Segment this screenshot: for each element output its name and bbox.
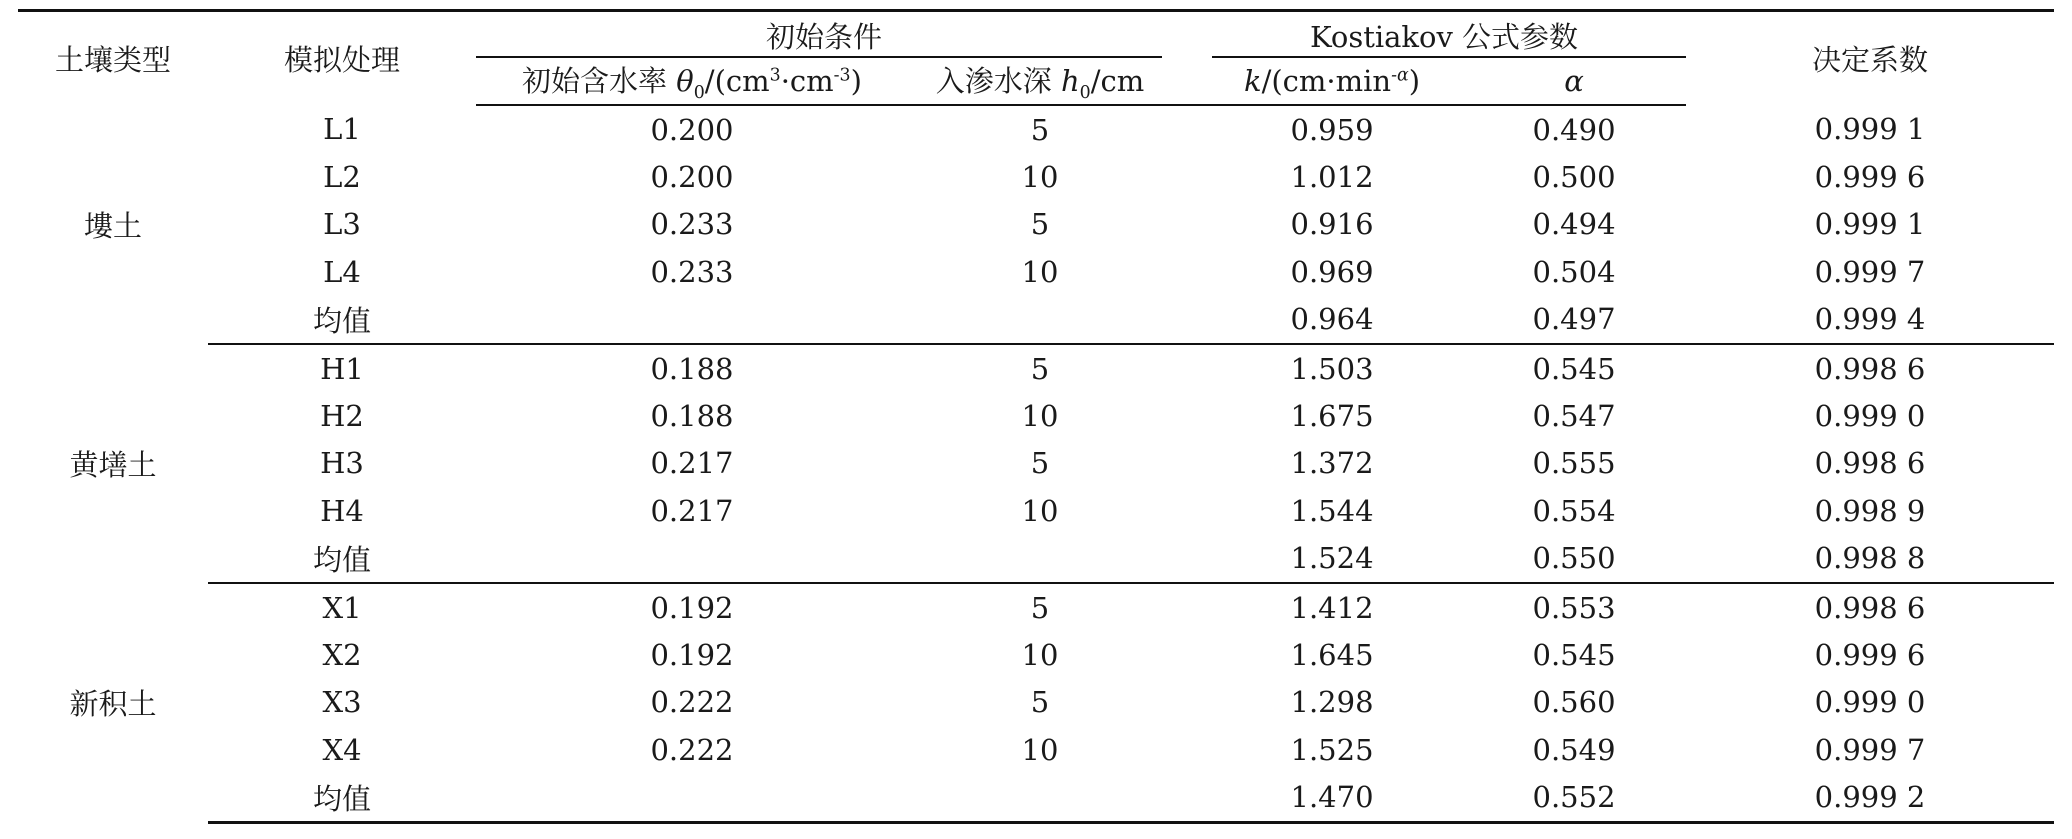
k-cell: 0.916: [1290, 207, 1374, 242]
soil-type-cell: 塿土: [83, 208, 142, 243]
alpha-cell: 0.553: [1532, 590, 1616, 625]
gap-cell: [1172, 440, 1202, 487]
table-row: [18, 535, 2054, 583]
table-row: [18, 631, 2054, 678]
r2-cell: 0.998 6: [1814, 590, 1926, 625]
depth-cell: 5: [1030, 446, 1050, 481]
k-cell: 1.470: [1202, 773, 1462, 822]
sim-cell: 均值: [208, 535, 476, 583]
gap-cell: [1172, 583, 1202, 631]
gap-cell: [1172, 773, 1202, 822]
table-row: [18, 583, 2054, 631]
r2-cell: 0.998 8: [1686, 535, 2054, 583]
gap-cell: [1172, 392, 1202, 439]
sim-cell: X3: [322, 685, 362, 720]
kostiakov-rule: [1212, 56, 1686, 58]
depth-cell: 5: [1030, 207, 1050, 242]
depth-cell: 10: [1021, 732, 1059, 767]
theta-cell: 0.188: [650, 399, 734, 434]
r2-cell: 0.998 6: [1814, 446, 1926, 481]
alpha-cell: 0.547: [1532, 399, 1616, 434]
alpha-cell: 0.554: [1532, 493, 1616, 528]
depth-cell: 5: [1030, 351, 1050, 386]
table-row: [18, 296, 2054, 344]
header-gap-2: [1172, 58, 1202, 105]
header-soil-type: 土壤类型: [18, 11, 208, 106]
table-row: [18, 726, 2054, 773]
header-gap: [1172, 11, 1202, 59]
header-k: $k/(cm\cdot\min^{-\alpha})$: [1202, 58, 1462, 105]
k-cell: 1.675: [1290, 399, 1374, 434]
r2-cell: 0.999 7: [1814, 254, 1926, 289]
gap-cell: [1172, 487, 1202, 534]
depth-cell: 10: [1021, 160, 1059, 195]
header-initial-conditions: [476, 11, 1172, 59]
alpha-cell: 0.490: [1532, 112, 1616, 147]
table-row: [18, 153, 2054, 200]
sim-cell: 均值: [208, 773, 476, 822]
table-row: [18, 201, 2054, 248]
alpha-cell: 0.497: [1462, 296, 1686, 344]
table-row: [18, 105, 2054, 153]
k-cell: 1.412: [1290, 590, 1374, 625]
theta-cell: 0.188: [650, 351, 734, 386]
soil-type-cell: 黄墡土: [69, 447, 157, 482]
data-table-container: [18, 9, 2054, 824]
theta-cell: 0.192: [650, 637, 734, 672]
sim-cell: H3: [320, 446, 364, 481]
initial-conditions-rule: [476, 56, 1162, 58]
r2-cell: 0.999 0: [1814, 685, 1926, 720]
header-simulation: 模拟处理: [208, 11, 476, 106]
sim-cell: H1: [320, 351, 364, 386]
alpha-cell: 0.552: [1462, 773, 1686, 822]
theta-cell: 0.200: [650, 160, 734, 195]
sim-cell: L4: [323, 254, 361, 289]
theta-cell: 0.200: [650, 112, 734, 147]
sim-cell: L1: [323, 112, 361, 147]
gap-cell: [1172, 726, 1202, 773]
header-alpha: α: [1462, 58, 1686, 105]
r2-cell: 0.999 6: [1814, 160, 1926, 195]
r2-cell: 0.998 9: [1814, 493, 1926, 528]
alpha-cell: 0.494: [1532, 207, 1616, 242]
soil-type-cell: 新积土: [69, 687, 157, 722]
k-cell: 1.544: [1290, 493, 1374, 528]
r2-cell: 0.998 6: [1814, 351, 1926, 386]
r2-cell: 0.999 0: [1814, 399, 1926, 434]
depth-cell: 5: [1030, 112, 1050, 147]
gap-cell: [1172, 248, 1202, 295]
header-initial-conditions-label: 初始条件: [766, 19, 883, 54]
gap-cell: [1172, 201, 1202, 248]
theta-cell: 0.233: [650, 254, 734, 289]
k-cell: 1.298: [1290, 685, 1374, 720]
r2-cell: 0.999 2: [1686, 773, 2054, 822]
sim-cell: X1: [322, 590, 362, 625]
gap-cell: [1172, 153, 1202, 200]
depth-cell: [908, 296, 1172, 344]
k-cell: 1.525: [1290, 732, 1374, 767]
sim-cell: H4: [320, 493, 364, 528]
sim-cell: X4: [322, 732, 362, 767]
depth-cell: [908, 773, 1172, 822]
table-row: [18, 679, 2054, 726]
theta-cell: 0.217: [650, 493, 734, 528]
k-cell: 1.503: [1290, 351, 1374, 386]
alpha-cell: 0.500: [1532, 160, 1616, 195]
depth-cell: [908, 535, 1172, 583]
table-row: [18, 440, 2054, 487]
k-cell: 1.012: [1290, 160, 1374, 195]
depth-cell: 10: [1021, 399, 1059, 434]
table-row: [18, 248, 2054, 295]
gap-cell: [1172, 105, 1202, 153]
r2-cell: 0.999 4: [1686, 296, 2054, 344]
k-cell: 1.372: [1290, 446, 1374, 481]
theta-cell: 0.192: [650, 590, 734, 625]
table-row: [18, 392, 2054, 439]
depth-cell: 10: [1021, 493, 1059, 528]
r2-cell: 0.999 1: [1814, 112, 1926, 147]
k-cell: 0.959: [1290, 112, 1374, 147]
depth-cell: 10: [1021, 254, 1059, 289]
theta-cell: 0.233: [650, 207, 734, 242]
k-cell: 0.969: [1290, 254, 1374, 289]
kostiakov-parameter-table: [18, 9, 2054, 824]
table-row: [18, 344, 2054, 392]
theta-cell: [476, 773, 908, 822]
sim-cell: X2: [322, 637, 362, 672]
k-cell: 0.964: [1202, 296, 1462, 344]
alpha-cell: 0.555: [1532, 446, 1616, 481]
r2-cell: 0.999 6: [1814, 637, 1926, 672]
r2-cell: 0.999 7: [1814, 732, 1926, 767]
theta-cell: 0.222: [650, 732, 734, 767]
depth-cell: 5: [1030, 685, 1050, 720]
gap-cell: [1172, 631, 1202, 678]
alpha-cell: 0.549: [1532, 732, 1616, 767]
alpha-cell: 0.550: [1462, 535, 1686, 583]
r2-cell: 0.999 1: [1814, 207, 1926, 242]
header-kostiakov-label: Kostiakov 公式参数: [1309, 19, 1579, 54]
gap-cell: [1172, 535, 1202, 583]
header-kostiakov: [1202, 11, 1686, 59]
gap-cell: [1172, 679, 1202, 726]
sim-cell: H2: [320, 399, 364, 434]
theta-cell: 0.217: [650, 446, 734, 481]
table-body: [18, 105, 2054, 822]
table-row: [18, 487, 2054, 534]
theta-cell: [476, 535, 908, 583]
gap-cell: [1172, 344, 1202, 392]
k-cell: 1.645: [1290, 637, 1374, 672]
header-depth: 入渗水深 $h_0/cm$: [908, 58, 1172, 105]
alpha-cell: 0.545: [1532, 637, 1616, 672]
sim-cell: 均值: [208, 296, 476, 344]
gap-cell: [1172, 296, 1202, 344]
k-cell: 1.524: [1202, 535, 1462, 583]
header-theta: 初始含水率 $\theta_0/(cm^3\cdot cm^{-3})$: [476, 58, 908, 105]
alpha-cell: 0.560: [1532, 685, 1616, 720]
sim-cell: L2: [323, 160, 361, 195]
header-row-1: [18, 11, 2054, 59]
theta-cell: 0.222: [650, 685, 734, 720]
depth-cell: 5: [1030, 590, 1050, 625]
table-row: [18, 773, 2054, 822]
alpha-cell: 0.504: [1532, 254, 1616, 289]
header-r2: 决定系数: [1686, 11, 2054, 106]
depth-cell: 10: [1021, 637, 1059, 672]
alpha-cell: 0.545: [1532, 351, 1616, 386]
sim-cell: L3: [323, 207, 361, 242]
theta-cell: [476, 296, 908, 344]
